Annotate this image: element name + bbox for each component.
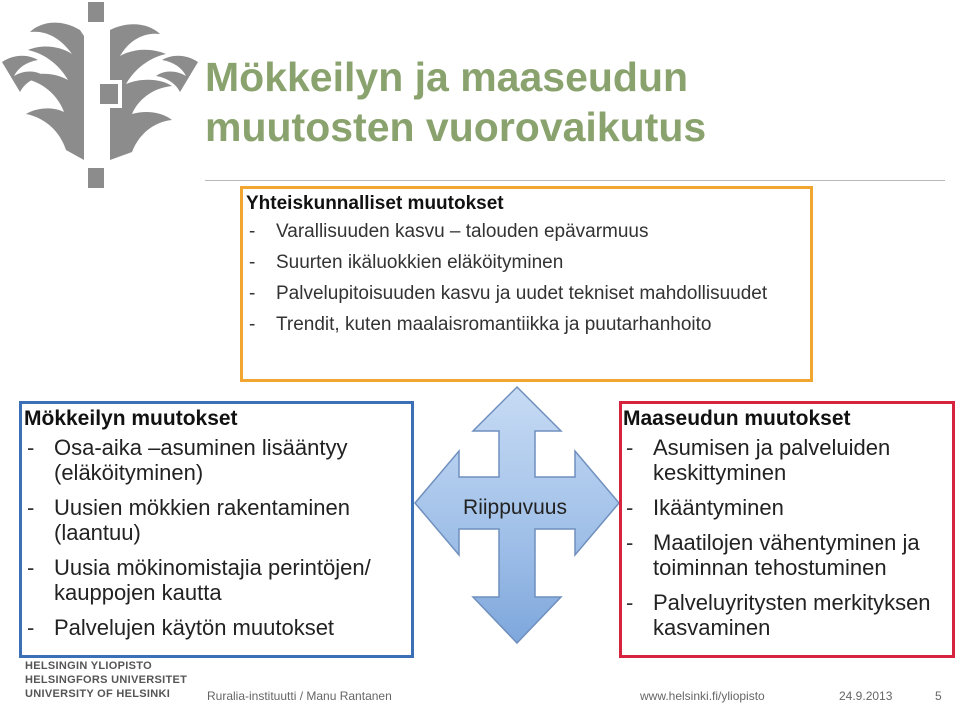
title-divider <box>205 180 945 181</box>
slide-title-line-2: muutosten vuorovaikutus <box>205 104 707 150</box>
rural-changes-list <box>623 435 952 640</box>
societal-changes-list <box>246 220 810 336</box>
list-item: - Suurten ikäluokkien eläköityminen <box>246 251 810 274</box>
list-item: - Uusia mökinomistajia perintöjen/ kauppojen kautta <box>24 555 411 605</box>
cottage-changes-box <box>19 401 414 658</box>
page-number: 5 <box>935 689 942 703</box>
list-item: - Asumisen ja palveluiden keskittyminen <box>623 435 952 485</box>
footer-url: www.helsinki.fi/yliopisto <box>640 689 765 703</box>
societal-changes-heading: Yhteiskunnalliset muutokset <box>246 193 504 214</box>
list-item: - Palveluyritysten merkityksen kasvaminen <box>623 590 952 640</box>
rural-changes-heading: Maaseudun muutokset <box>623 407 851 430</box>
wordmark-line: HELSINGIN YLIOPISTO <box>25 660 152 672</box>
dependency-label: Riippuvuus <box>463 496 567 519</box>
list-item: - Varallisuuden kasvu – talouden epävarmuus <box>246 220 810 243</box>
footer-date: 24.9.2013 <box>839 689 893 703</box>
rural-changes-box <box>619 401 955 658</box>
slide-title <box>205 52 945 152</box>
list-item: - Ikääntyminen <box>623 495 952 520</box>
wordmark-line: UNIVERSITY OF HELSINKI <box>25 688 171 700</box>
list-item: - Palvelujen käytön muutokset <box>24 615 411 640</box>
list-item: - Maatilojen vähentyminen ja toiminnan tehostuminen <box>623 530 952 580</box>
cottage-changes-heading: Mökkeilyn muutokset <box>24 407 238 430</box>
university-wordmark <box>25 659 187 701</box>
list-item: - Palvelupitoisuuden kasvu ja uudet tekniset mahdollisuudet <box>246 282 810 305</box>
slide-title-line-1: Mökkeilyn ja maaseudun <box>205 54 689 100</box>
cottage-changes-list <box>24 435 411 640</box>
footer-author: Ruralia-instituutti / Manu Rantanen <box>207 689 392 703</box>
wordmark-line: HELSINGFORS UNIVERSITET <box>25 674 188 686</box>
list-item: - Uusien mökkien rakentaminen (laantuu) <box>24 495 411 545</box>
list-item: - Osa-aika –asuminen lisääntyy (eläköityminen) <box>24 435 411 485</box>
list-item: - Trendit, kuten maalaisromantiikka ja puutarhanhoito <box>246 313 810 336</box>
societal-changes-box <box>240 186 813 382</box>
university-flame-logo-icon <box>0 0 200 190</box>
